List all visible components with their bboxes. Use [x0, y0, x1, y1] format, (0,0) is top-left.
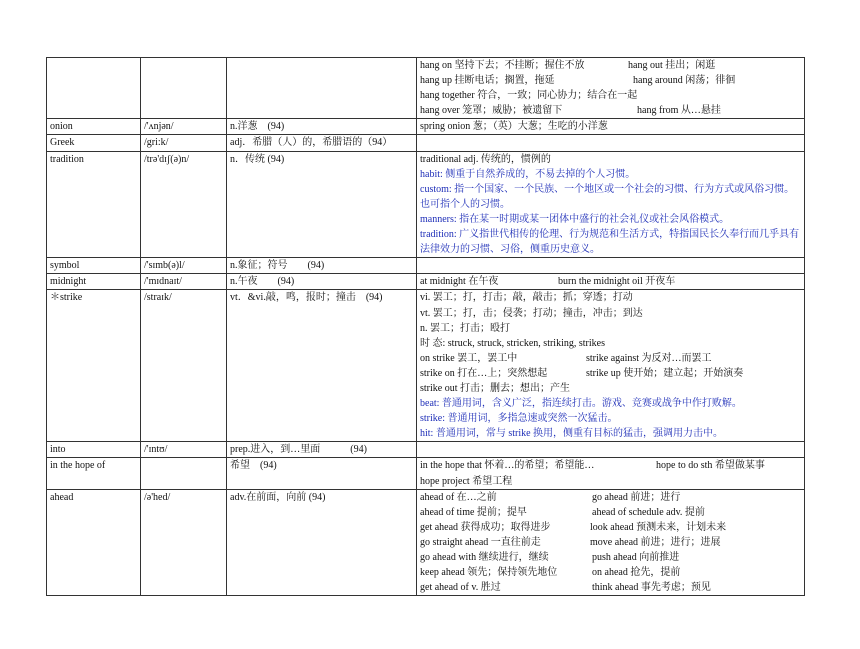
phrase-line — [420, 351, 801, 366]
phrase-line: traditional adj. 传统的，惯例的 — [420, 153, 551, 165]
phonetic-cell: /gri:k/ — [141, 135, 227, 151]
vocabulary-table — [46, 57, 805, 596]
phrase-line — [420, 580, 801, 595]
meaning-cell: n．传统 (94) — [227, 151, 417, 258]
phrase-left: hang over 笼罩；威胁；被遗留下 — [420, 105, 563, 117]
table-row — [47, 290, 805, 442]
phrase-line — [420, 490, 801, 505]
word-cell — [47, 442, 141, 458]
phrase-line: strike out 打击；删去；想出；产生 — [420, 382, 570, 394]
phrase-left: go ahead with 继续进行，继续 — [420, 552, 549, 563]
table-row — [47, 442, 805, 458]
phrase-left: on strike 罢工，罢工中 — [420, 352, 518, 364]
word-text: ahead — [50, 491, 74, 503]
star-marker: ＊ — [50, 292, 60, 304]
meaning-cell — [227, 58, 417, 119]
phrase-line: hope project 希望工程 — [420, 475, 513, 487]
phrase-left: keep ahead 领先；保持领先地位 — [420, 567, 558, 579]
word-cell — [47, 151, 141, 258]
word-cell — [47, 274, 141, 290]
phonetic-cell: /'ɪntʊ/ — [141, 442, 227, 458]
meaning-cell: prep.进入，到…里面 (94) — [227, 442, 417, 458]
notes-cell — [417, 258, 805, 274]
word-cell — [47, 290, 141, 442]
notes-cell — [417, 58, 805, 119]
phrase-line — [420, 565, 801, 580]
notes-cell — [417, 489, 805, 596]
word-text: into — [50, 444, 66, 456]
meaning-cell: 希望 (94) — [227, 458, 417, 489]
table-row — [47, 58, 805, 119]
synonym-note: custom: 指一个国家、一个民族、一个地区或一个社会的习惯、行为方式或风俗习惯。也可指个人的习惯。 — [420, 183, 795, 210]
phrase-right: push ahead 向前推进 — [592, 552, 680, 563]
phrase-left: hang on 坚持下去；不挂断；握住不放 — [420, 60, 585, 71]
phrase-line — [420, 505, 801, 520]
word-text: tradition — [50, 153, 84, 165]
phrase-line — [420, 73, 801, 88]
notes-cell — [417, 151, 805, 258]
word-cell — [47, 489, 141, 596]
phonetic-cell: /'mɪdnaɪt/ — [141, 274, 227, 290]
phrase-left: ahead of 在…之前 — [420, 491, 497, 503]
phrase-line — [420, 58, 801, 73]
table-row — [47, 258, 805, 274]
phrase-left: hang up 挂断电话；搁置，拖延 — [420, 75, 555, 87]
phrase-right: ahead of schedule adv. 提前 — [592, 506, 705, 518]
word-text: Greek — [50, 137, 75, 149]
phrase-line: spring onion 葱；（英）大葱；生吃的小洋葱 — [420, 121, 608, 133]
phrase-line: vt. 罢工；打，击；侵袭；打动；撞击，冲击；到达 — [420, 307, 643, 319]
meaning-cell: vt．&vi.敲，鸣，报时；撞击 (94) — [227, 290, 417, 442]
synonym-note: hit: 普通用词，常与 strike 换用，侧重有目标的猛击，强调用力击中。 — [420, 428, 724, 440]
notes-cell — [417, 119, 805, 135]
phrase-line — [420, 458, 801, 473]
word-text: strike — [60, 292, 83, 304]
meaning-cell: n.洋葱 (94) — [227, 119, 417, 135]
phrase-left: in the hope that 怀着…的希望；希望能… — [420, 460, 595, 472]
phrase-left: go straight ahead 一直往前走 — [420, 536, 541, 548]
notes-cell — [417, 290, 805, 442]
synonym-note: habit: 侧重于自然养成的，不易去掉的个人习惯。 — [420, 168, 636, 180]
phrase-right: move ahead 前进；进行；进展 — [590, 536, 721, 548]
table-row — [47, 151, 805, 258]
word-text: in the hope of — [50, 460, 106, 472]
word-text: onion — [50, 121, 73, 133]
phrase-right: look ahead 预测未来，计划未来 — [590, 521, 727, 533]
word-cell — [47, 135, 141, 151]
meaning-cell: n.象征；符号 (94) — [227, 258, 417, 274]
phrase-right: hope to do sth 希望做某事 — [656, 460, 765, 472]
phrase-right: burn the midnight oil 开夜车 — [558, 276, 676, 288]
table-row — [47, 489, 805, 596]
phrase-line — [420, 520, 801, 535]
synonym-note: tradition: 广义指世代相传的伦理、行为规范和生活方式，特指国民长久奉行而几乎具有法律效力的习惯、习俗，侧重历史意义。 — [420, 229, 800, 256]
phrase-right: strike up 使开始；建立起；开始演奏 — [586, 367, 744, 379]
meaning-cell: adj．希腊（人）的，希腊语的（94） — [227, 135, 417, 151]
phrase-line: 时 态: struck, struck, stricken, striking, strikes — [420, 337, 605, 349]
phonetic-cell: /'ʌnjən/ — [141, 119, 227, 135]
table-row — [47, 458, 805, 489]
phrase-right: think ahead 事先考虑；预见 — [592, 582, 711, 594]
synonym-note: beat: 普通用词，含义广泛，指连续打击。游戏、竞赛或战争中作打败解。 — [420, 398, 742, 410]
word-cell — [47, 119, 141, 135]
phrase-right: on ahead 抢先，提前 — [592, 567, 681, 579]
word-cell — [47, 458, 141, 489]
phrase-line — [420, 274, 801, 289]
synonym-note: manners: 指在某一时期或某一团体中盛行的社会礼仪或社会风俗模式。 — [420, 213, 730, 225]
phrase-line — [420, 550, 801, 565]
phrase-right: go ahead 前进；进行 — [592, 491, 681, 503]
word-cell — [47, 58, 141, 119]
phrase-left: get ahead of v. 胜过 — [420, 582, 501, 594]
phrase-right: hang around 闲荡；徘徊 — [633, 75, 736, 87]
notes-cell — [417, 442, 805, 458]
synonym-notes — [420, 396, 801, 441]
meaning-cell: adv.在前面，向前 (94) — [227, 489, 417, 596]
phonetic-cell: /straɪk/ — [141, 290, 227, 442]
phonetic-cell: /trə'dɪʃ(ə)n/ — [141, 151, 227, 258]
meaning-cell: n.午夜 (94) — [227, 274, 417, 290]
notes-cell — [417, 274, 805, 290]
phrase-left: get ahead 获得成功；取得进步 — [420, 521, 551, 533]
phonetic-cell — [141, 458, 227, 489]
phrase-line: vi. 罢工；打，打击；敲，敲击；抓；穿透；打动 — [420, 292, 633, 304]
phonetic-cell: /ə'hed/ — [141, 489, 227, 596]
table-row — [47, 119, 805, 135]
word-cell — [47, 258, 141, 274]
phrase-left: strike on 打在…上；突然想起 — [420, 367, 548, 379]
phonetic-cell — [141, 58, 227, 119]
phonetic-cell: /'sɪmb(ə)l/ — [141, 258, 227, 274]
phrase-line: n. 罢工；打击；殴打 — [420, 322, 510, 334]
phrase-line — [420, 103, 801, 118]
table-row — [47, 274, 805, 290]
phrase-line: hang together 符合，一致；同心协力；结合在一起 — [420, 90, 638, 102]
phrase-line — [420, 535, 801, 550]
word-text: symbol — [50, 260, 80, 272]
word-text: midnight — [50, 276, 87, 288]
synonym-note: strike: 普通用词，多指急速或突然一次猛击。 — [420, 413, 618, 425]
notes-cell — [417, 458, 805, 489]
phrase-right: strike against 为反对…而罢工 — [586, 352, 712, 364]
table-row — [47, 135, 805, 151]
phrase-left: ahead of time 提前；提早 — [420, 506, 527, 518]
phrase-right: hang from 从…悬挂 — [637, 105, 721, 117]
phrase-right: hang out 挂出；闲逛 — [628, 60, 716, 71]
notes-cell — [417, 135, 805, 151]
phrase-left: at midnight 在午夜 — [420, 276, 499, 288]
synonym-notes — [420, 167, 801, 258]
phrase-line — [420, 366, 801, 381]
